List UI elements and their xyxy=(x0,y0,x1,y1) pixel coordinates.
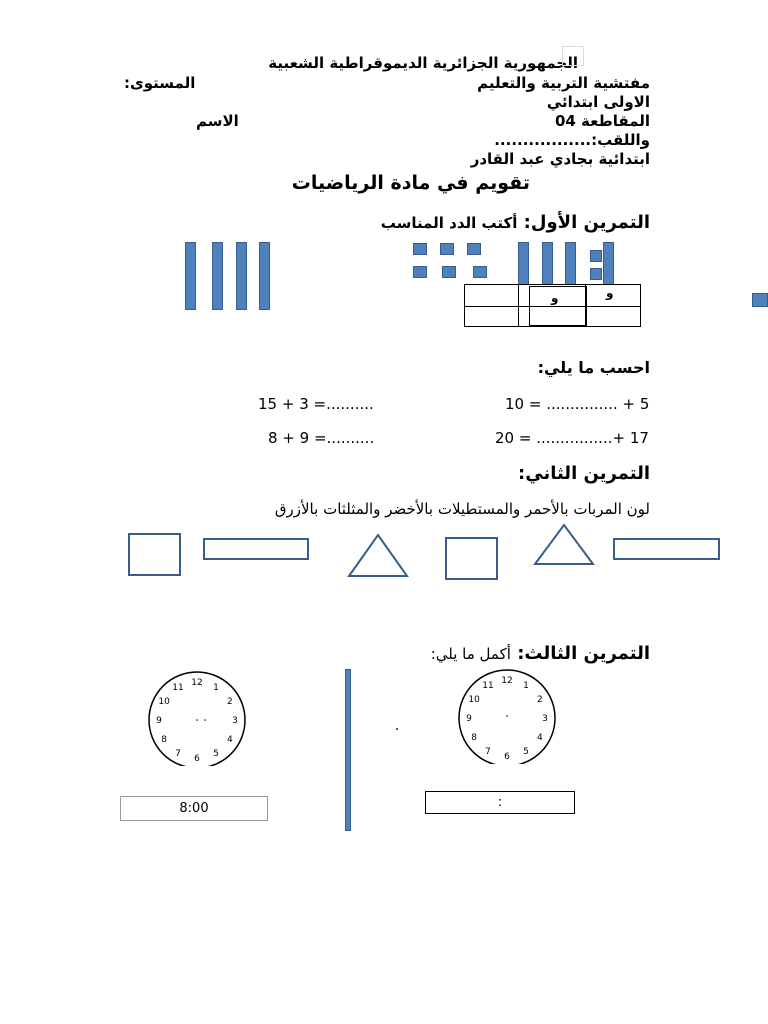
clock-numeral: 8 xyxy=(471,733,477,743)
answer-letter: و xyxy=(606,286,614,300)
ten-rod xyxy=(212,242,223,310)
time-box-right[interactable]: : xyxy=(425,791,575,814)
clock-numeral: 10 xyxy=(468,695,480,705)
clock-numeral: 6 xyxy=(504,752,510,762)
clock-numeral: 2 xyxy=(227,697,233,707)
clock-numeral: 3 xyxy=(232,716,238,726)
answer-letter: و xyxy=(551,291,559,305)
exercise2-heading: التمرين الثاني: xyxy=(518,463,650,484)
vertical-divider xyxy=(345,669,351,831)
ten-rod xyxy=(236,242,247,310)
exercise2-instruction: لون المربات بالأحمر والمستطيلات بالأخضر والمثلثات بالأزرق xyxy=(274,500,650,518)
header-republic: الجمهورية الجزائرية الديموقراطية الشعبية xyxy=(268,54,578,72)
time-box-left[interactable]: 8:00 xyxy=(120,796,268,821)
header-inspectorate: مفتشية التربية والتعليم xyxy=(477,74,650,92)
calc-eq1: 10 = ............... + 5 xyxy=(505,395,650,413)
clock-numeral: 11 xyxy=(172,683,184,694)
exercise3-heading xyxy=(350,643,650,664)
clock-numeral: 3 xyxy=(542,714,548,724)
clock-numeral: 10 xyxy=(158,697,170,707)
header-district: المقاطعة 04 xyxy=(554,112,650,130)
clock-left xyxy=(145,670,249,770)
calc-eq3: 20 = ................+ 17 xyxy=(495,429,649,447)
clock-numeral: 4 xyxy=(537,733,543,743)
clock-numeral: 1 xyxy=(213,683,219,694)
unit-square xyxy=(590,268,602,280)
dot-mark xyxy=(396,728,398,730)
ten-rod xyxy=(259,242,270,310)
unit-square xyxy=(467,243,481,255)
square-shape[interactable] xyxy=(445,537,498,580)
clock-numeral: 9 xyxy=(156,716,162,726)
unit-square xyxy=(590,250,602,262)
exercise1-heading-label: التمرين الأول: xyxy=(523,212,650,233)
exercise3-heading-label: التمرين الثالث: xyxy=(517,643,650,664)
header-surname-line: واللقب:................. xyxy=(494,131,650,149)
triangle-shape[interactable] xyxy=(533,522,595,568)
header-school: ابتدائية بجادي عبد القادر xyxy=(470,150,650,168)
clock-numeral: 1 xyxy=(523,681,529,692)
clock-numeral: 9 xyxy=(466,714,472,724)
header-name-label: الاسم xyxy=(196,112,239,130)
clock-numeral: 4 xyxy=(227,735,233,745)
unit-square xyxy=(440,243,454,255)
calc-eq2: 15 + 3 =.......... xyxy=(258,395,374,413)
triangle-shape[interactable] xyxy=(347,532,409,578)
clock-numeral: 11 xyxy=(482,681,494,692)
header-level-label: المستوى: xyxy=(124,74,196,92)
page-title: تقويم في مادة الرياضيات xyxy=(291,172,530,194)
small-mark xyxy=(562,46,584,66)
clock-numeral: 12 xyxy=(501,676,513,686)
calc-eq4: 8 + 9 =.......... xyxy=(268,429,375,447)
clock-numeral: 5 xyxy=(523,746,529,757)
exercise1-heading xyxy=(250,212,650,233)
clock-numeral: 7 xyxy=(485,746,491,757)
unit-square xyxy=(413,266,427,278)
clock-numeral: 7 xyxy=(175,748,181,759)
clock-right xyxy=(455,668,559,768)
exercise3-instruction: أكمل ما يلي: xyxy=(430,645,511,663)
unit-square xyxy=(442,266,456,278)
clock-numeral: 6 xyxy=(194,754,200,764)
rectangle-shape[interactable] xyxy=(613,538,720,560)
unit-square xyxy=(473,266,487,278)
edge-block xyxy=(752,293,768,307)
clock-numeral: 5 xyxy=(213,748,219,759)
rectangle-shape[interactable] xyxy=(203,538,309,560)
exercise1-instruction: أكتب الدد المناسب xyxy=(380,214,518,232)
calc-heading: احسب ما يلي: xyxy=(537,358,650,377)
clock-numeral: 12 xyxy=(191,678,203,688)
clock-numeral: 8 xyxy=(161,735,167,745)
clock-numeral: 2 xyxy=(537,695,543,705)
header-level-value: الاولى ابتدائي xyxy=(546,93,650,111)
square-shape[interactable] xyxy=(128,533,181,576)
ten-rod xyxy=(185,242,196,310)
unit-square xyxy=(413,243,427,255)
